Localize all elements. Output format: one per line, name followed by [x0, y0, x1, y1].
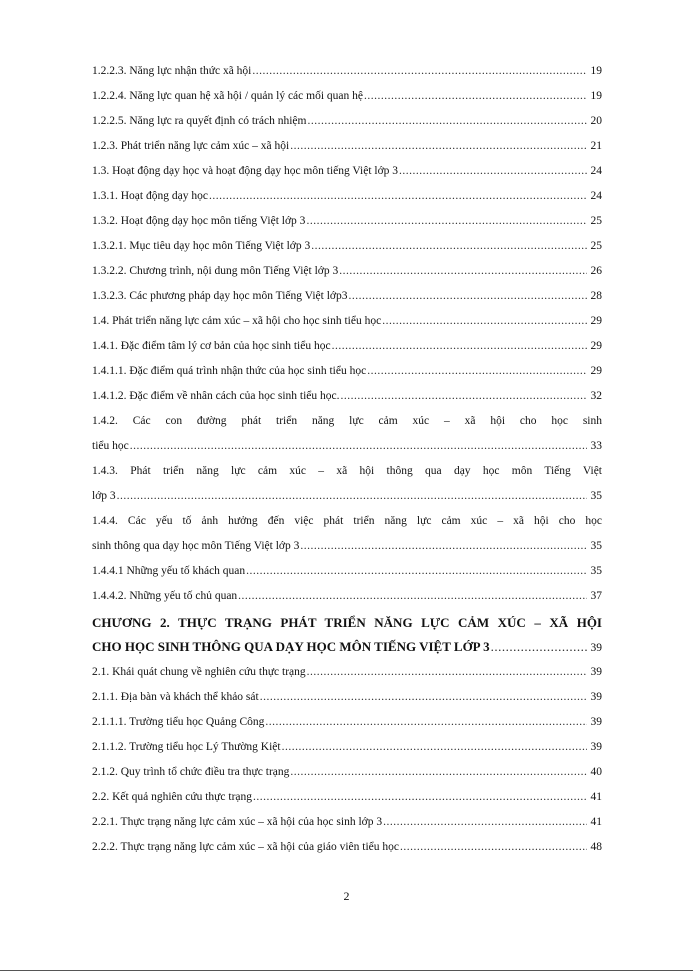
- leader-dots: [400, 835, 587, 860]
- toc-entry-page: 24: [590, 190, 602, 202]
- toc-entry-title: lớp 3: [92, 490, 116, 502]
- toc-entry: [92, 810, 602, 835]
- toc-entry-title: 1.3.1. Hoạt động dạy học: [92, 190, 208, 202]
- toc-entry-title-line1: 1.4.2. Các con đường phát triển năng lực cảm xúc – xã hội cho học sinh: [92, 415, 602, 427]
- toc-entry-page: 41: [590, 816, 602, 828]
- leader-dots: [246, 559, 587, 584]
- toc-entry: [92, 59, 602, 84]
- toc-entry-page: 35: [590, 490, 602, 502]
- toc-entry: [92, 284, 602, 309]
- toc-entry-title: 1.3.2.2. Chương trình, nội dung môn Tiếng Việt lớp 3: [92, 265, 339, 277]
- toc-entry-multiline: [92, 509, 602, 559]
- toc-entry: [92, 259, 602, 284]
- leader-dots: [253, 785, 587, 810]
- toc-entry-page: 19: [590, 90, 602, 102]
- toc-entry-title: 1.4.1.1. Đặc điểm quá trình nhận thức của học sinh tiểu học: [92, 365, 367, 377]
- table-of-contents: [92, 59, 602, 860]
- toc-entry-page: 37: [590, 590, 602, 602]
- toc-entry-page: 25: [590, 240, 602, 252]
- toc-entry: [92, 159, 602, 184]
- leader-dots: [339, 259, 587, 284]
- toc-entry-page: 35: [590, 565, 602, 577]
- toc-entry-page: 29: [590, 340, 602, 352]
- page-number: 2: [343, 889, 350, 903]
- toc-entry-page: 29: [590, 365, 602, 377]
- toc-entry: [92, 685, 602, 710]
- toc-entry-title: 2.1.2. Quy trình tổ chức điều tra thực trạng: [92, 766, 290, 778]
- page-bottom-edge: [0, 970, 693, 971]
- leader-dots: [307, 109, 587, 134]
- toc-entry: [92, 84, 602, 109]
- toc-entry-title: 1.4.1. Đặc điểm tâm lý cơ bản của học sinh tiểu học: [92, 340, 331, 352]
- toc-entry: [92, 359, 602, 384]
- toc-entry-title: 1.4.1.2. Đặc điểm về nhân cách của học sinh tiểu học.: [92, 390, 340, 402]
- toc-entry-page: 32: [590, 390, 602, 402]
- chapter-page: 39: [590, 642, 602, 654]
- leader-dots: [491, 635, 587, 659]
- leader-dots: [364, 84, 587, 109]
- toc-entry-title: 1.3.2.1. Mục tiêu dạy học môn Tiếng Việt lớp 3: [92, 240, 311, 252]
- leader-dots: [290, 760, 587, 785]
- toc-entry: [92, 835, 602, 860]
- toc-entry-title: 2.1. Khái quát chung về nghiên cứu thực trạng: [92, 666, 306, 678]
- leader-dots: [130, 434, 587, 459]
- leader-dots: [383, 810, 587, 835]
- toc-entry-title: 1.2.2.4. Năng lực quan hệ xã hội / quản lý các mối quan hệ: [92, 90, 363, 102]
- toc-entry-title: 2.1.1.2. Trường tiểu học Lý Thường Kiệt: [92, 741, 281, 753]
- toc-entry: [92, 209, 602, 234]
- toc-entry-page: 19: [590, 65, 602, 77]
- toc-entry-page: 39: [590, 691, 602, 703]
- toc-entry-title: 2.1.1.1. Trường tiểu học Quảng Công: [92, 716, 265, 728]
- leader-dots: [252, 59, 587, 84]
- leader-dots: [209, 184, 587, 209]
- leader-dots: [311, 234, 587, 259]
- leader-dots: [282, 735, 587, 760]
- toc-entry: [92, 384, 602, 409]
- toc-entry-page: 39: [590, 741, 602, 753]
- leader-dots: [306, 209, 587, 234]
- toc-entry: [92, 134, 602, 159]
- toc-entry-title: 2.2.1. Thực trạng năng lực cảm xúc – xã hội của học sinh lớp 3: [92, 816, 383, 828]
- toc-entry: [92, 760, 602, 785]
- toc-entry: [92, 109, 602, 134]
- toc-entry-title: 1.4.4.2. Những yếu tố chủ quan: [92, 590, 238, 602]
- toc-entry-page: 20: [590, 115, 602, 127]
- toc-entry-page: 40: [590, 766, 602, 778]
- toc-entry-title: sinh thông qua dạy học môn Tiếng Việt lớp 3: [92, 540, 300, 552]
- toc-entry: [92, 660, 602, 685]
- leader-dots: [367, 359, 587, 384]
- toc-entry-title: tiểu học: [92, 440, 129, 452]
- toc-entry: [92, 584, 602, 609]
- toc-entry-title: 2.2. Kết quả nghiên cứu thực trạng: [92, 791, 253, 803]
- leader-dots: [341, 384, 588, 409]
- toc-entry: [92, 334, 602, 359]
- leader-dots: [300, 534, 587, 559]
- toc-entry-title-line1: 1.4.3. Phát triển năng lực cảm xúc – xã hội thông qua dạy học môn Tiếng Việt: [92, 465, 602, 477]
- toc-entry: [92, 559, 602, 584]
- toc-entry-title: 1.3.2. Hoạt động dạy học môn tiếng Việt lớp 3: [92, 215, 306, 227]
- toc-entry-title: 1.4. Phát triển năng lực cảm xúc – xã hội cho học sinh tiểu học: [92, 315, 382, 327]
- toc-entry-page: 25: [590, 215, 602, 227]
- toc-entry-page: 33: [590, 440, 602, 452]
- toc-entry-page: 29: [590, 315, 602, 327]
- leader-dots: [382, 309, 587, 334]
- toc-entry-page: 48: [590, 841, 602, 853]
- toc-entry-page: 39: [590, 716, 602, 728]
- leader-dots: [348, 284, 587, 309]
- toc-entry: [92, 785, 602, 810]
- toc-entry-page: 39: [590, 666, 602, 678]
- leader-dots: [117, 484, 587, 509]
- toc-entry-title: 2.1.1. Địa bàn và khách thể khảo sát: [92, 691, 259, 703]
- leader-dots: [399, 159, 587, 184]
- toc-entry-title: 1.2.3. Phát triển năng lực cảm xúc – xã hội: [92, 140, 290, 152]
- toc-entry-page: 21: [590, 140, 602, 152]
- chapter-heading-line2: CHO HỌC SINH THÔNG QUA DẠY HỌC MÔN TIẾNG VIỆT LỚP 3: [92, 639, 490, 654]
- toc-entry-title: 2.2.2. Thực trạng năng lực cảm xúc – xã hội của giáo viên tiểu học: [92, 841, 400, 853]
- leader-dots: [260, 685, 587, 710]
- leader-dots: [307, 660, 587, 685]
- toc-entry-title: 1.4.4.1 Những yếu tố khách quan: [92, 565, 246, 577]
- toc-entry: [92, 735, 602, 760]
- toc-entry-title: 1.3. Hoạt động dạy học và hoạt động dạy học môn tiếng Việt lớp 3: [92, 165, 399, 177]
- toc-entry-page: 24: [590, 165, 602, 177]
- toc-entry-title: 1.2.2.5. Năng lực ra quyết định có trách nhiệm: [92, 115, 307, 127]
- toc-entry: [92, 234, 602, 259]
- toc-entry-page: 35: [590, 540, 602, 552]
- toc-entry: [92, 710, 602, 735]
- toc-entry-page: 26: [590, 265, 602, 277]
- toc-entry: [92, 184, 602, 209]
- chapter-heading: [92, 611, 602, 660]
- chapter-heading-line1: CHƯƠNG 2. THỰC TRẠNG PHÁT TRIỂN NĂNG LỰC CẢM XÚC – XÃ HỘI: [92, 615, 602, 630]
- leader-dots: [332, 334, 587, 359]
- toc-entry-multiline: [92, 409, 602, 459]
- leader-dots: [265, 710, 587, 735]
- toc-entry-title: 1.3.2.3. Các phương pháp dạy học môn Tiếng Việt lớp3: [92, 290, 348, 302]
- toc-entry-multiline: [92, 459, 602, 509]
- leader-dots: [290, 134, 587, 159]
- leader-dots: [238, 584, 587, 609]
- toc-entry-title: 1.2.2.3. Năng lực nhận thức xã hội: [92, 65, 252, 77]
- toc-entry-page: 28: [590, 290, 602, 302]
- toc-entry-title-line1: 1.4.4. Các yếu tố ảnh hưởng đến việc phát triển năng lực cảm xúc – xã hội cho học: [92, 515, 602, 527]
- toc-entry-page: 41: [590, 791, 602, 803]
- toc-entry: [92, 309, 602, 334]
